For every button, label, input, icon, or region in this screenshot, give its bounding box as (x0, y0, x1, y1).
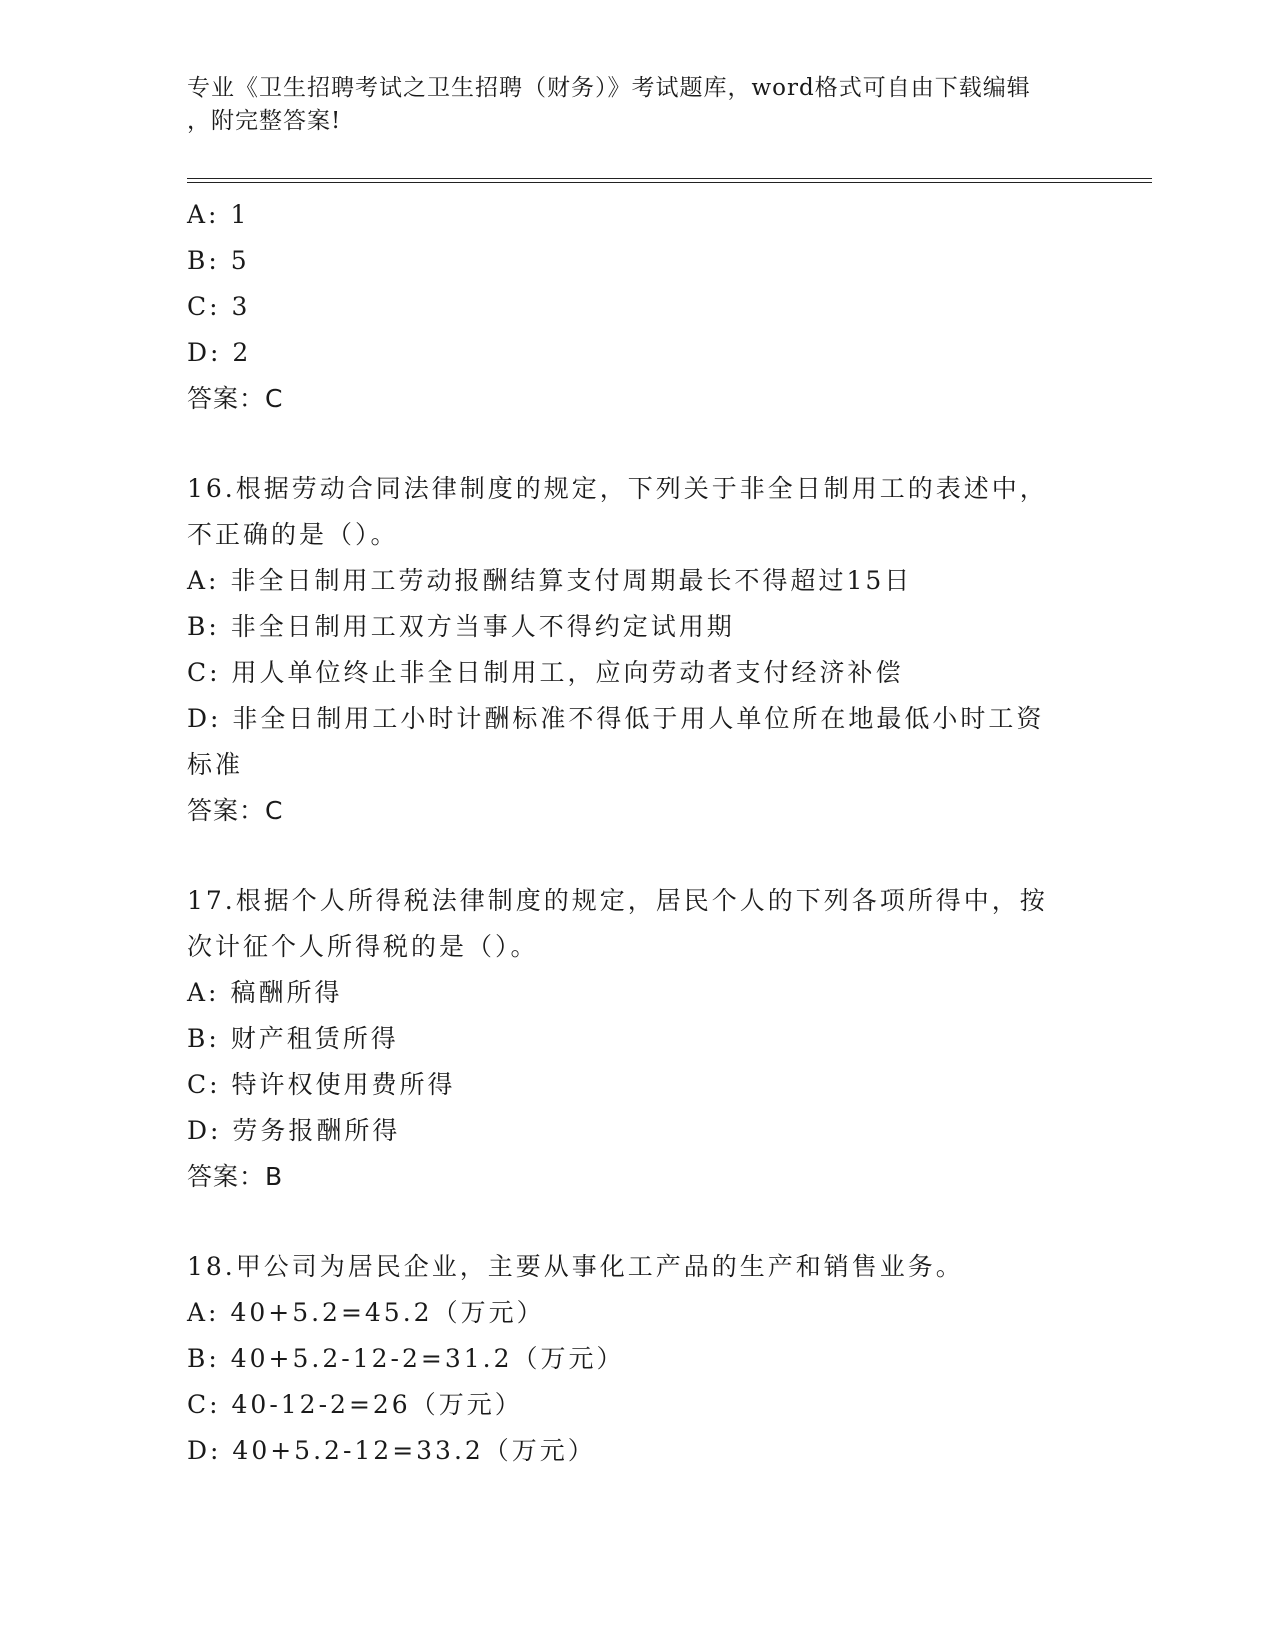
option-label: C: (187, 658, 221, 687)
option-label: A: (187, 1298, 220, 1327)
header-line-2: ，附完整答案! (187, 108, 342, 134)
option-text: 非全日制用工劳动报酬结算支付周期最长不得超过15日 (230, 566, 913, 595)
question-text-line-1: 18.甲公司为居民企业，主要从事化工产品的生产和销售业务。 (187, 1252, 964, 1281)
option-label: A: (187, 200, 220, 229)
question-list (187, 192, 1067, 1474)
option-text: 财产租赁所得 (230, 1024, 399, 1053)
option-label: B: (187, 612, 220, 641)
option-a (187, 192, 1067, 238)
option-text: 用人单位终止非全日制用工，应向劳动者支付经济补偿 (231, 658, 904, 687)
option-c (187, 284, 1067, 330)
option-label: B: (187, 1024, 220, 1053)
spacer (187, 422, 1067, 466)
option-b (187, 1336, 1067, 1382)
option-text: 非全日制用工小时计酬标准不得低于用人单位所在地最低小时工资 (232, 704, 1045, 733)
answer: 答案：B (187, 1162, 284, 1191)
option-text: 非全日制用工双方当事人不得约定试用期 (230, 612, 735, 641)
question-text-line-1: 16.根据劳动合同法律制度的规定，下列关于非全日制用工的表述中， (187, 474, 1048, 503)
option-b (187, 238, 1067, 284)
header-divider (187, 178, 1152, 183)
option-text: 稿酬所得 (230, 978, 343, 1007)
option-label: C: (187, 1070, 221, 1099)
option-label: C: (187, 1390, 221, 1419)
option-d (187, 1428, 1067, 1474)
page-header (187, 72, 1067, 138)
question-16 (187, 466, 1067, 834)
question-text-line-2: 次计征个人所得税的是（）。 (187, 932, 539, 961)
option-b (187, 1016, 1067, 1062)
option-label: D: (187, 1116, 222, 1145)
option-a (187, 970, 1067, 1016)
option-label: B: (187, 246, 220, 275)
option-text: 特许权使用费所得 (231, 1070, 456, 1099)
option-text: 5 (230, 246, 250, 275)
option-c (187, 650, 1067, 696)
option-label: A: (187, 566, 220, 595)
spacer (187, 1200, 1067, 1244)
option-d (187, 330, 1067, 376)
option-label: B: (187, 1344, 220, 1373)
option-d (187, 1108, 1067, 1154)
question-17 (187, 878, 1067, 1200)
answer: 答案：C (187, 384, 284, 413)
option-label: D: (187, 704, 222, 733)
option-d-continuation: 标准 (187, 750, 244, 779)
option-text: 劳务报酬所得 (232, 1116, 401, 1145)
option-label: D: (187, 1436, 222, 1465)
answer: 答案：C (187, 796, 284, 825)
question-text-line-1: 17.根据个人所得税法律制度的规定，居民个人的下列各项所得中，按 (187, 886, 1048, 915)
option-a (187, 1290, 1067, 1336)
option-d (187, 696, 1067, 742)
option-c (187, 1062, 1067, 1108)
option-text: 2 (232, 338, 252, 367)
option-text: 40+5.2-12-2=31.2（万元） (230, 1344, 625, 1373)
option-text: 40-12-2=26（万元） (231, 1390, 523, 1419)
option-b (187, 604, 1067, 650)
option-label: A: (187, 978, 220, 1007)
option-text: 40+5.2-12=33.2（万元） (232, 1436, 596, 1465)
question-15 (187, 192, 1067, 422)
option-a (187, 558, 1067, 604)
option-text: 40+5.2=45.2（万元） (230, 1298, 545, 1327)
option-label: D: (187, 338, 222, 367)
spacer (187, 834, 1067, 878)
option-text: 1 (230, 200, 250, 229)
header-line-1: 专业《卫生招聘考试之卫生招聘（财务）》考试题库，word格式可自由下载编辑 (187, 75, 1031, 101)
question-18 (187, 1244, 1067, 1474)
option-text: 3 (231, 292, 251, 321)
question-text-line-2: 不正确的是（）。 (187, 520, 399, 549)
option-c (187, 1382, 1067, 1428)
option-label: C: (187, 292, 221, 321)
